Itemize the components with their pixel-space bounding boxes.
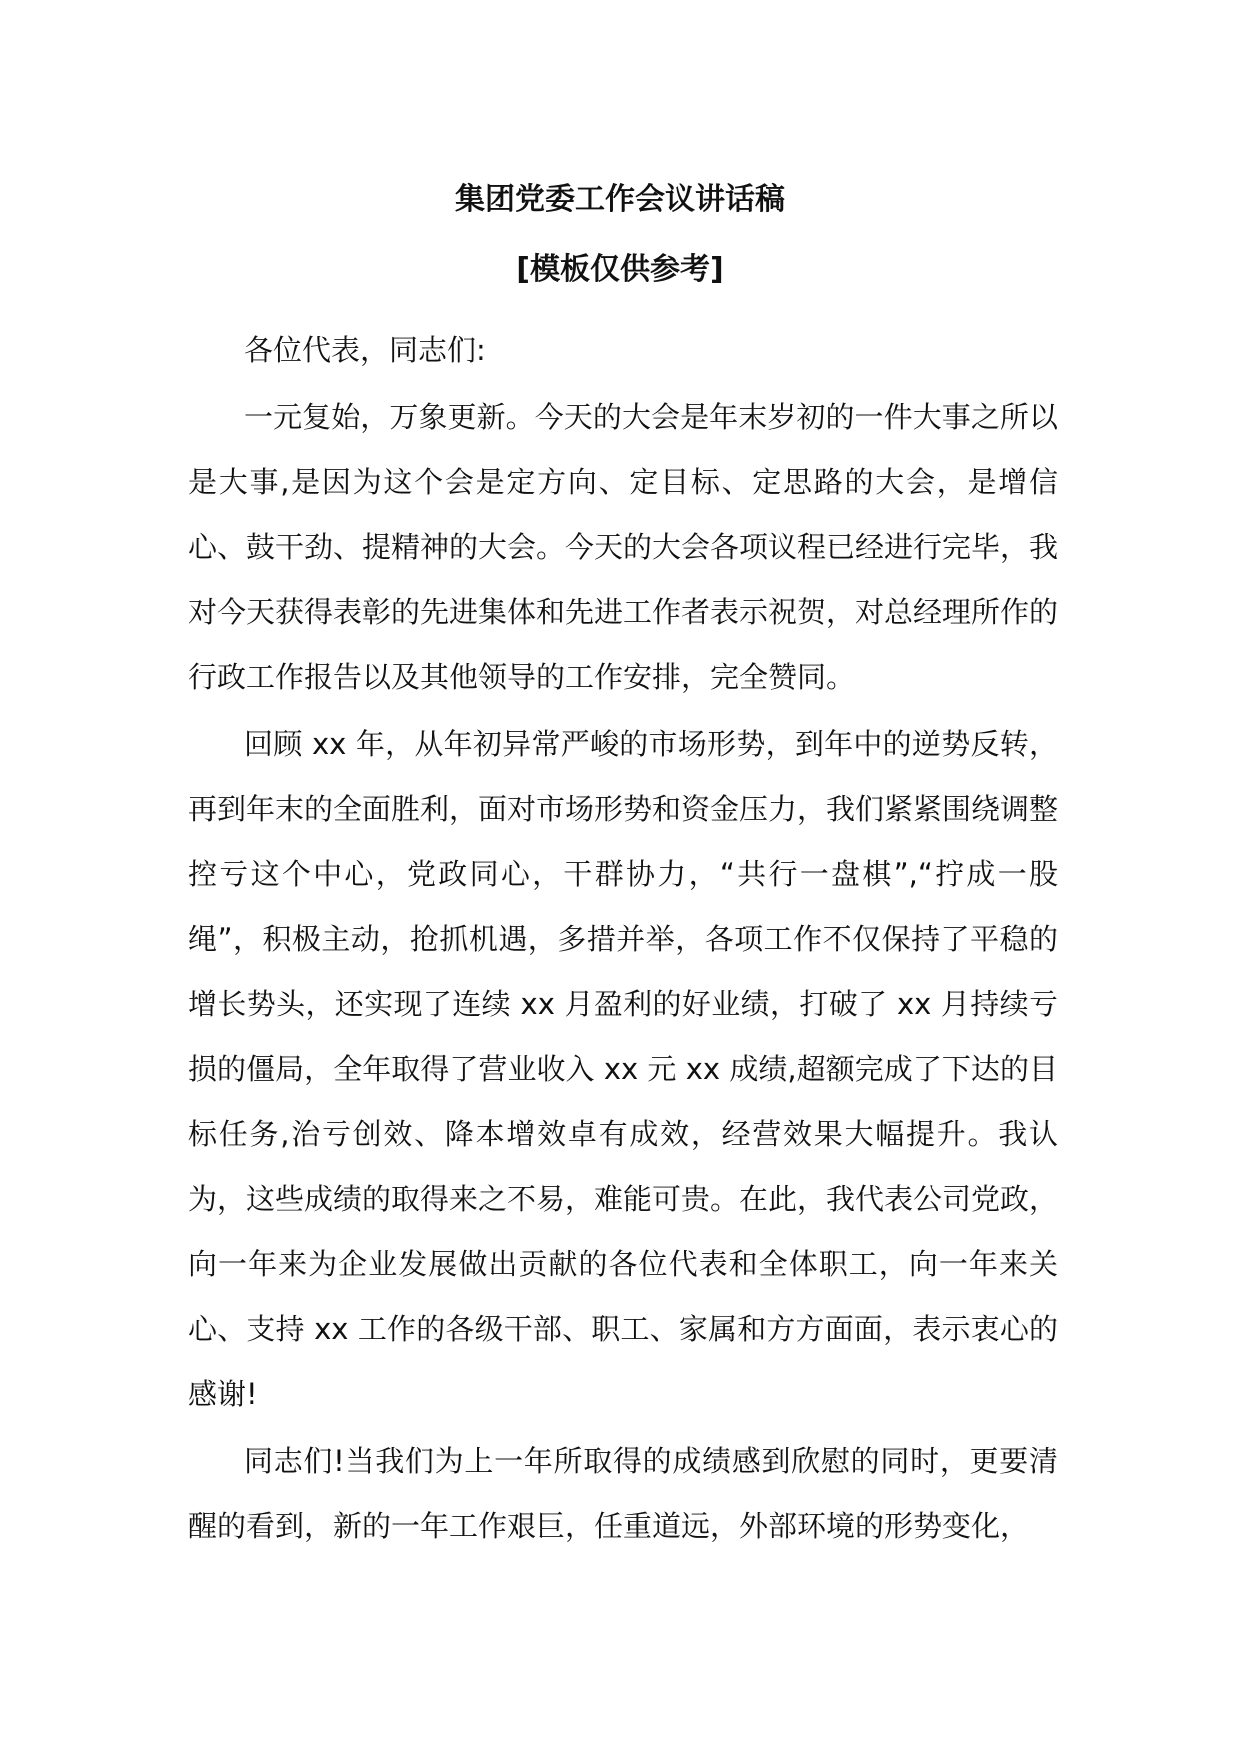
document-title: 集团党委工作会议讲话稿 bbox=[455, 182, 785, 217]
paragraph-3: 同志们!当我们为上一年所取得的成绩感到欣慰的同时，更要清醒的看到，新的一年工作艰巨，任重道远，外部环境的形势变化， bbox=[188, 1444, 1058, 1543]
paragraph-1: 一元复始，万象更新。今天的大会是年末岁初的一件大事之所以是大事,是因为这个会是定方向、定目标、定思路的大会，是增信心、鼓干劲、提精神的大会。今天的大会各项议程已经进行完毕，我对今天获得表彰的先进集体和先进工作者表示祝贺，对总经理所作的行政工作报告以及其他领导的工作安排，完全赞同。 bbox=[188, 400, 1059, 694]
greeting-line: 各位代表，同志们: bbox=[244, 333, 486, 367]
document-subtitle: [模板仅供参考] bbox=[516, 252, 724, 287]
paragraph-2: 回顾 xx 年，从年初异常严峻的市场形势，到年中的逆势反转，再到年末的全面胜利，面对市场形势和资金压力，我们紧紧围绕调整控亏这个中心，党政同心，干群协力，“共行一盘棋”,“拧成一股绳”，积极主动，抢抓机遇，多措并举，各项工作不仅保持了平稳的增长势头，还实现了连续 xx 月盈利的好业绩，打破了 xx 月持续亏损的僵局，全年取得了营业收入 xx 元 xx 成绩,超额完成了下达的目标任务,治亏创效、降本增效卓有成效，经营效果大幅提升。我认为，这些成绩的取得来之不易，难能可贵。在此，我代表公司党政，向一年来为企业发展做出贡献的各位代表和全体职工，向一年来关心、支持 xx 工作的各级干部、职工、家属和方方面面，表示衷心的感谢! bbox=[188, 727, 1059, 1411]
document-body bbox=[188, 318, 1058, 1561]
